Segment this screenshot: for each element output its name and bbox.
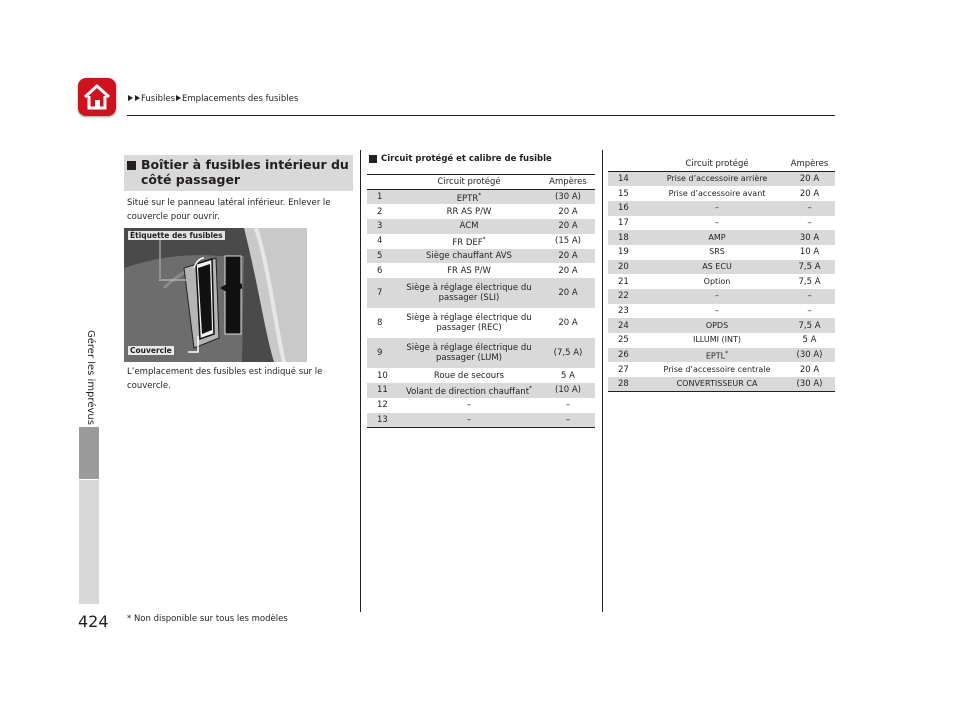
table-row xyxy=(367,263,595,278)
footnote-marker: * xyxy=(478,191,482,199)
circuit-name: ILLUMI (INT) xyxy=(692,335,741,345)
table-row xyxy=(608,289,835,304)
section-bullet-icon xyxy=(127,161,136,170)
table-row xyxy=(608,304,835,319)
home-icon xyxy=(78,78,116,116)
table-row xyxy=(608,362,835,377)
circuit-name: Prise d’accessoire centrale xyxy=(663,364,771,374)
chevron-right-icon xyxy=(128,95,133,101)
fuse-amps: (30 A) xyxy=(784,377,835,392)
fuse-amps: 30 A xyxy=(784,230,835,245)
col-header-number xyxy=(367,175,397,190)
table-row xyxy=(367,368,595,383)
fuse-amps: – xyxy=(541,413,595,428)
fuse-amps: 20 A xyxy=(541,219,595,234)
footnote: * Non disponible sur tous les modèles xyxy=(127,614,288,624)
breadcrumb-item-fuse-locations[interactable]: Emplacements des fusibles xyxy=(182,94,299,104)
table-row xyxy=(608,333,835,348)
fuse-number: 15 xyxy=(618,188,629,199)
fuse-amps: 7,5 A xyxy=(784,260,835,275)
sidebar-tab-strip xyxy=(79,480,99,604)
fuse-table-right xyxy=(608,157,835,392)
circuit-name: Prise d’accessoire avant xyxy=(668,188,766,198)
fuse-table-left xyxy=(367,174,595,428)
circuit-name: Roue de secours xyxy=(433,370,505,381)
circuit-name: AS ECU xyxy=(650,260,784,275)
circuit-name: FR AS P/W xyxy=(447,265,491,276)
circuit-name: ACM xyxy=(397,219,541,234)
fuse-amps: – xyxy=(784,289,835,304)
circuit-name: CONVERTISSEUR CA xyxy=(650,377,784,392)
table-row xyxy=(367,190,595,205)
fuse-amps: – xyxy=(784,201,835,216)
circuit-name: EPTR* xyxy=(397,190,541,205)
intro-text: Situé sur le panneau latéral inférieur. Enlever le couvercle pour ouvrir. xyxy=(127,198,331,222)
table-row xyxy=(608,201,835,216)
circuit-name: Option xyxy=(703,276,731,286)
col-header-circuit: Circuit protégé xyxy=(397,175,541,190)
circuit-name: EPTL* xyxy=(650,348,784,363)
circuit-name: – xyxy=(397,413,541,428)
fuse-amps: 7,5 A xyxy=(784,318,835,333)
fuse-box-illustration xyxy=(124,228,307,362)
fuse-amps: 20 A xyxy=(558,318,578,329)
fuse-number: 28 xyxy=(608,377,650,392)
fuse-number: 17 xyxy=(618,217,629,228)
column-divider xyxy=(360,150,361,612)
fuse-amps: 20 A xyxy=(541,278,595,308)
sidebar-chapter-label[interactable]: Gérer les imprévus xyxy=(85,330,96,425)
circuit-name: Siège à réglage électrique du passager (REC) xyxy=(406,313,532,334)
label-cover: Couvercle xyxy=(130,346,172,355)
fuse-number: 12 xyxy=(377,400,388,411)
fuse-amps: 20 A xyxy=(799,188,820,199)
circuit-name: AMP xyxy=(650,230,784,245)
footnote-marker: * xyxy=(482,235,486,243)
fuse-number: 16 xyxy=(608,201,650,216)
circuit-name: RR AS P/W xyxy=(446,206,492,217)
home-button[interactable] xyxy=(78,78,116,116)
footnote-marker: * xyxy=(529,385,533,393)
circuit-name: Prise d’accessoire arrière xyxy=(650,172,784,187)
chevron-right-icon xyxy=(135,95,140,101)
label-fuse-tag: Étiquette des fusibles xyxy=(130,231,223,240)
table-row xyxy=(367,383,595,398)
circuit-name: Volant de direction chauffant* xyxy=(397,383,541,398)
fuse-number: 8 xyxy=(377,318,383,329)
col-header-circuit: Circuit protégé xyxy=(650,157,784,172)
circuit-name: – xyxy=(650,201,784,216)
fuse-number: 19 xyxy=(618,247,629,258)
fuse-amps: – xyxy=(565,400,571,411)
header-rule xyxy=(127,115,835,116)
fuse-amps: (30 A) xyxy=(784,348,835,363)
fuse-number: 22 xyxy=(608,289,650,304)
circuit-name: – xyxy=(466,400,472,411)
fuse-amps: 7,5 A xyxy=(798,276,821,287)
fuse-amps: 5 A xyxy=(802,335,817,346)
fuse-number: 3 xyxy=(367,219,397,234)
fuse-number: 7 xyxy=(367,278,397,308)
table-bullet-icon xyxy=(369,155,377,163)
table-row xyxy=(367,398,595,413)
fuse-number: 13 xyxy=(367,413,397,428)
table-row xyxy=(608,318,835,333)
circuit-name: – xyxy=(715,217,719,227)
table-row xyxy=(608,230,835,245)
table-row xyxy=(367,249,595,264)
circuit-name: Siège à réglage électrique du passager (LUM) xyxy=(397,338,541,368)
breadcrumb-item-fuses[interactable]: Fusibles xyxy=(141,94,176,104)
table-title: Circuit protégé et calibre de fusible xyxy=(381,154,552,164)
fuse-number: 6 xyxy=(377,265,383,276)
table-row xyxy=(367,219,595,234)
fuse-amps: 5 A xyxy=(561,370,575,381)
table-row xyxy=(608,245,835,260)
fuse-number: 18 xyxy=(608,230,650,245)
chevron-right-icon xyxy=(176,95,181,101)
table-row xyxy=(367,204,595,219)
fuse-amps: (30 A) xyxy=(541,190,595,205)
col-header-number xyxy=(608,157,650,172)
fuse-amps: (7,5 A) xyxy=(541,338,595,368)
fuse-amps: 20 A xyxy=(541,249,595,264)
fuse-number: 10 xyxy=(377,370,388,381)
page-number: 424 xyxy=(78,612,109,631)
fuse-amps: (10 A) xyxy=(541,383,595,398)
fuse-number: 21 xyxy=(618,276,629,287)
table-row xyxy=(608,172,835,187)
table-row xyxy=(367,338,595,368)
fuse-number: 25 xyxy=(618,335,629,346)
footnote-marker: * xyxy=(725,349,729,357)
circuit-name: SRS xyxy=(709,247,725,257)
col-header-amps: Ampères xyxy=(784,157,835,172)
circuit-name: Siège chauffant AVS xyxy=(397,249,541,264)
fuse-number: 27 xyxy=(618,364,629,375)
fuse-number: 20 xyxy=(608,260,650,275)
table-row xyxy=(608,216,835,231)
fuse-number: 5 xyxy=(367,249,397,264)
fuse-number: 26 xyxy=(608,348,650,363)
sidebar-current-tab[interactable] xyxy=(79,427,99,479)
fuse-number: 2 xyxy=(377,206,383,217)
fuse-number: 23 xyxy=(618,306,629,317)
fuse-amps: 20 A xyxy=(799,364,820,375)
table-row xyxy=(367,308,595,338)
fuse-amps: 20 A xyxy=(558,206,578,217)
fuse-amps: 20 A xyxy=(784,172,835,187)
circuit-name: – xyxy=(650,289,784,304)
fuse-number: 1 xyxy=(367,190,397,205)
fuse-number: 14 xyxy=(608,172,650,187)
fuse-number: 4 xyxy=(377,236,383,247)
fuse-box-drawing xyxy=(124,228,307,362)
table-row xyxy=(608,348,835,363)
fuse-amps: (15 A) xyxy=(555,236,581,247)
fuse-number: 11 xyxy=(367,383,397,398)
fuse-number: 9 xyxy=(367,338,397,368)
table-row xyxy=(608,377,835,392)
table-row xyxy=(367,413,595,428)
table-row xyxy=(367,234,595,249)
table-row xyxy=(367,278,595,308)
circuit-name: OPDS xyxy=(650,318,784,333)
fuse-amps: 20 A xyxy=(558,265,578,276)
column-divider xyxy=(602,150,603,612)
section-title: Boîtier à fusibles intérieur du côté passager xyxy=(141,157,349,187)
table-row xyxy=(608,186,835,201)
fuse-amps: – xyxy=(807,306,812,317)
fuse-amps: 10 A xyxy=(799,247,820,258)
circuit-name: Siège à réglage électrique du passager (SLI) xyxy=(397,278,541,308)
col-header-amps: Ampères xyxy=(541,175,595,190)
table-row xyxy=(608,274,835,289)
breadcrumb xyxy=(127,94,298,104)
circuit-name: FR DEF* xyxy=(452,235,486,248)
circuit-name: – xyxy=(715,306,719,316)
location-note: L’emplacement des fusibles est indiqué sur le couvercle. xyxy=(127,367,323,391)
table-row xyxy=(608,260,835,275)
fuse-number: 24 xyxy=(608,318,650,333)
fuse-amps: – xyxy=(807,217,812,228)
